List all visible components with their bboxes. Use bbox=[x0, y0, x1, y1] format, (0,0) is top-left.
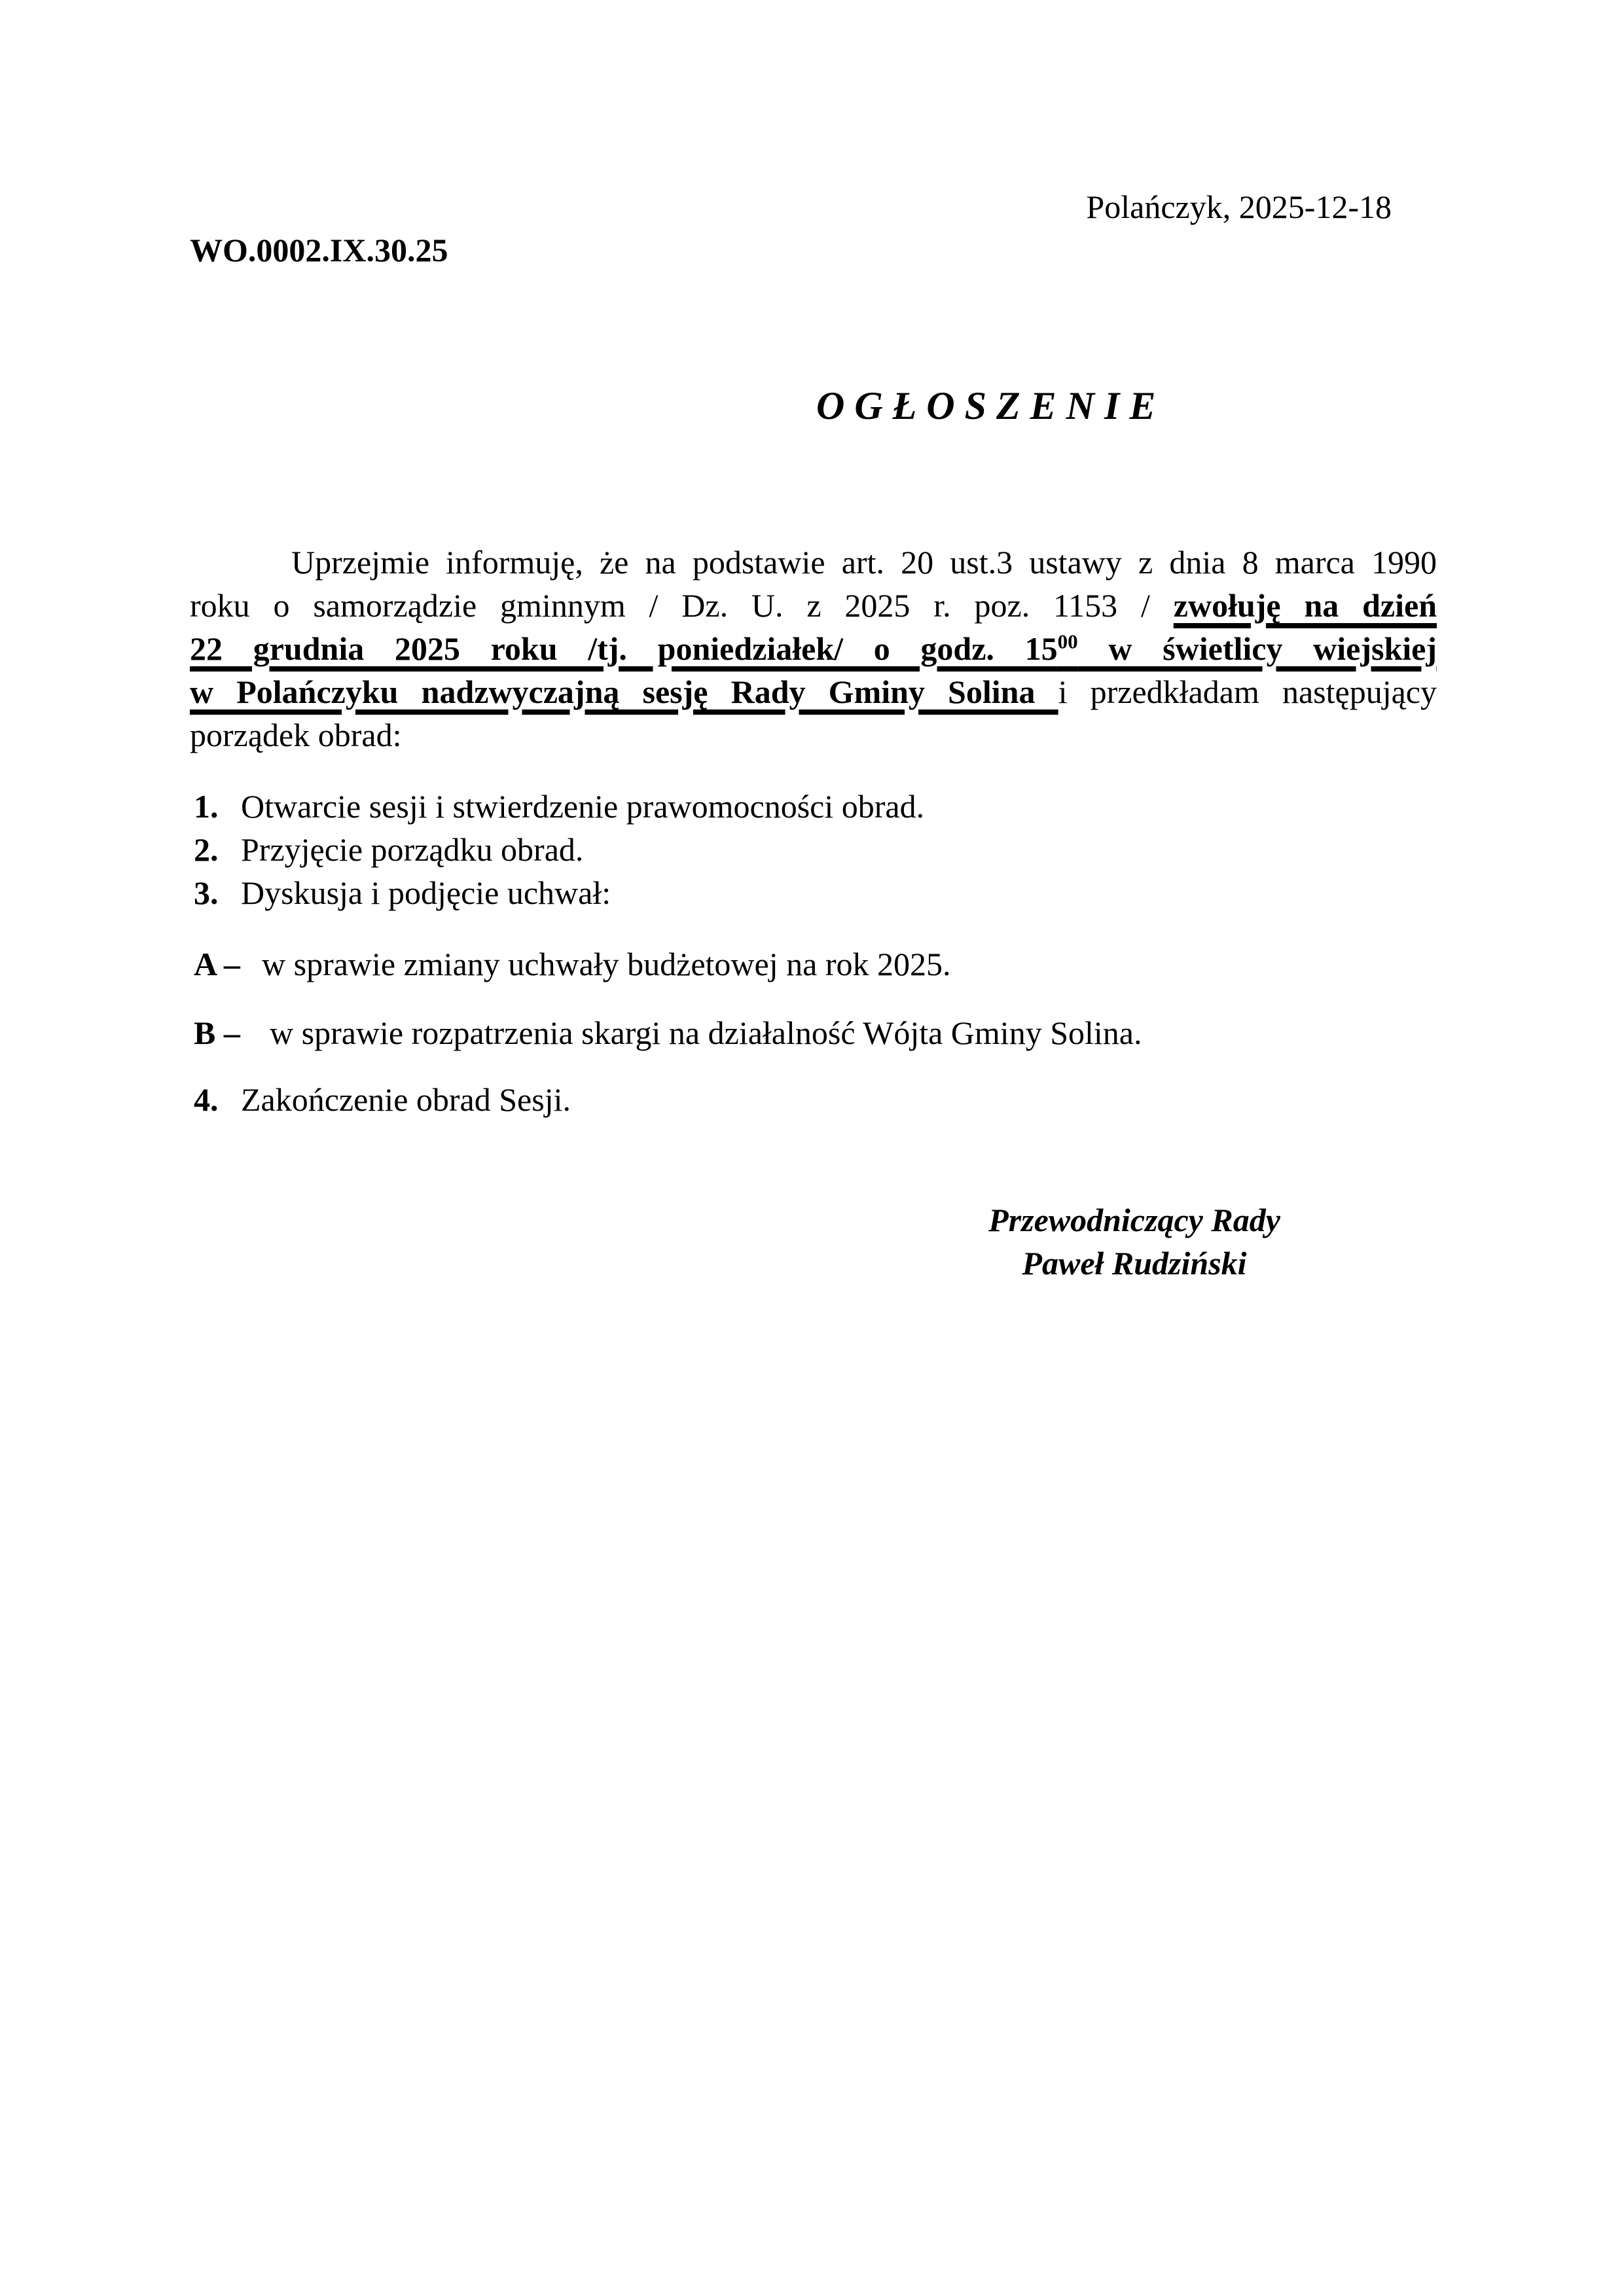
agenda-item-2-text: Przyjęcie porządku obrad. bbox=[241, 831, 584, 868]
signature-name: Paweł Rudziński bbox=[1022, 1245, 1247, 1282]
signature-block bbox=[873, 1198, 1396, 1285]
intro-line-4-regular: i przedkładam następujący bbox=[1058, 673, 1437, 710]
closing-item bbox=[190, 1078, 1441, 1121]
agenda-item-1 bbox=[190, 785, 1437, 828]
reference-number: WO.0002.IX.30.25 bbox=[190, 232, 448, 268]
intro-line-2 bbox=[190, 584, 1437, 627]
agenda-item-3-text: Dyskusja i podjęcie uchwał: bbox=[241, 874, 611, 911]
resolution-b-label: B – bbox=[194, 1014, 240, 1051]
intro-line-3-text-before-sup: 22 grudnia 2025 roku /tj. poniedziałek/ o godz. 15 bbox=[190, 630, 1058, 667]
closing-item-number: 4. bbox=[194, 1081, 219, 1118]
intro-line-3-text-after-sup: w świetlicy wiejskiej bbox=[1077, 630, 1437, 667]
intro-line-4 bbox=[190, 670, 1437, 713]
intro-line-5: porządek obrad: bbox=[190, 717, 402, 753]
resolution-item-b bbox=[190, 1011, 1441, 1054]
intro-line-1: Uprzejmie informuję, że na podstawie art. 20 ust.3 ustawy z dnia 8 marca 1990 bbox=[291, 544, 1437, 581]
intro-line-3-bold-underline bbox=[190, 630, 1437, 667]
intro-line-4-bold-underline: w Polańczyku nadzwyczajną sesję Rady Gminy Solina bbox=[190, 673, 1058, 710]
resolution-b-text: w sprawie rozpatrzenia skargi na działalność Wójta Gminy Solina. bbox=[270, 1014, 1142, 1051]
resolution-a-text: w sprawie zmiany uchwały budżetowej na rok 2025. bbox=[262, 946, 951, 982]
date-line: Polańczyk, 2025-12-18 bbox=[1086, 188, 1392, 225]
closing-item-text: Zakończenie obrad Sesji. bbox=[241, 1081, 571, 1118]
agenda-item-1-text: Otwarcie sesji i stwierdzenie prawomocności obrad. bbox=[241, 788, 925, 825]
agenda-item-3 bbox=[190, 871, 1437, 914]
resolution-item-a bbox=[190, 942, 1441, 986]
agenda-item-1-number: 1. bbox=[194, 788, 219, 825]
agenda-item-2 bbox=[190, 828, 1437, 871]
document-title: O G Ł O S Z E N I E bbox=[816, 384, 1156, 427]
intro-paragraph bbox=[190, 541, 1437, 757]
signature-title: Przewodniczący Rady bbox=[988, 1202, 1280, 1238]
agenda-item-2-number: 2. bbox=[194, 831, 219, 868]
agenda-list bbox=[190, 785, 1437, 914]
document-content bbox=[190, 0, 1437, 2296]
intro-line-3-superscript: 00 bbox=[1057, 630, 1078, 653]
intro-line-2-bold-underline: zwołuję na dzień bbox=[1173, 587, 1437, 624]
resolution-a-label: A – bbox=[194, 946, 240, 982]
intro-line-2-regular: roku o samorządzie gminnym / Dz. U. z 2025 r. poz. 1153 / bbox=[190, 587, 1174, 624]
agenda-item-3-number: 3. bbox=[194, 874, 219, 911]
intro-line-3 bbox=[190, 627, 1437, 670]
